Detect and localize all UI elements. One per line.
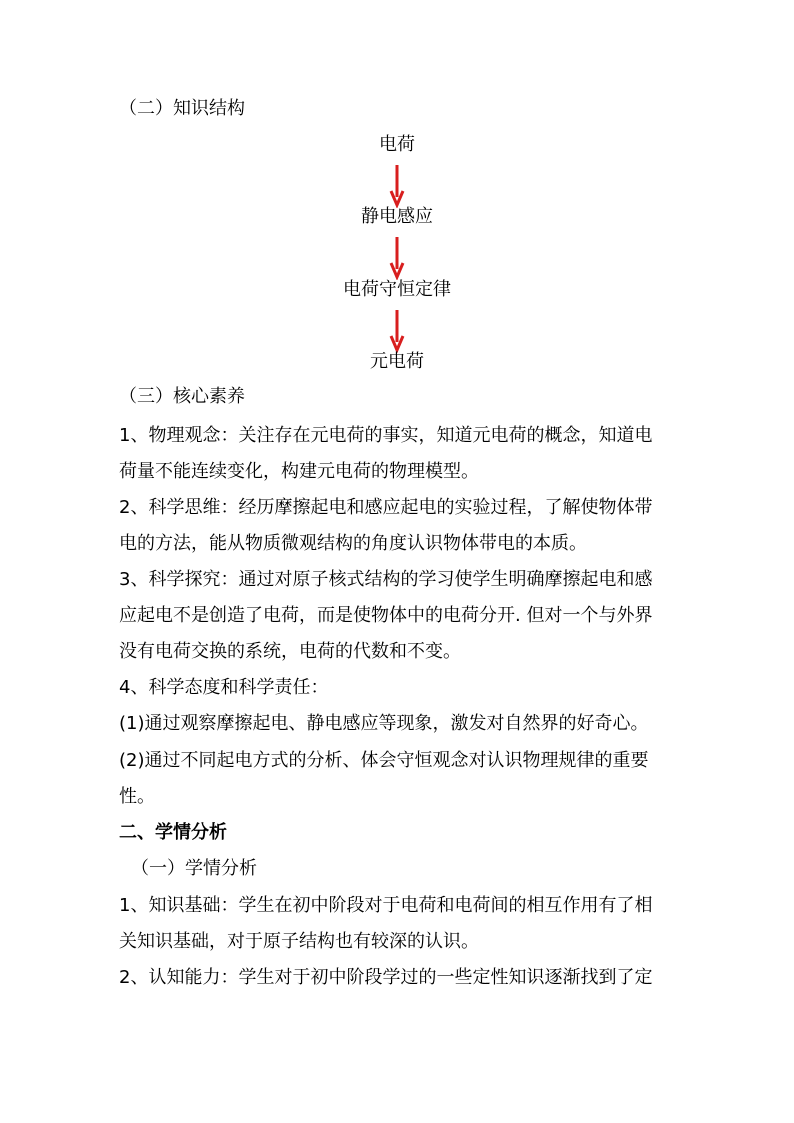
learning-analysis-line: 2、认知能力：学生对于初中阶段学过的一些定性知识逐渐找到了定 bbox=[119, 967, 653, 988]
core-literacy-line: 电的方法，能从物质微观结构的角度认识物体带电的本质。 bbox=[119, 533, 587, 554]
core-literacy-line: 1、物理观念：关注存在元电荷的事实，知道元电荷的概念，知道电 bbox=[119, 425, 653, 446]
core-literacy-line: (2)通过不同起电方式的分析、体会守恒观念对认识物理规律的重要 bbox=[119, 750, 649, 771]
core-literacy-line: 应起电不是创造了电荷，而是使物体中的电荷分开. 但对一个与外界 bbox=[119, 605, 653, 626]
core-literacy-line: 4、科学态度和科学责任： bbox=[119, 677, 329, 698]
flow-node-elementary-charge: 元电荷 bbox=[370, 351, 424, 372]
flow-node-charge-conservation: 电荷守恒定律 bbox=[343, 279, 451, 300]
flow-node-charge: 电荷 bbox=[379, 134, 415, 155]
down-arrow-icon bbox=[387, 309, 407, 353]
down-arrow-icon bbox=[387, 236, 407, 280]
core-literacy-line: 荷量不能连续变化，构建元电荷的物理模型。 bbox=[119, 461, 479, 482]
down-arrow-icon bbox=[387, 164, 407, 208]
core-literacy-line: 2、科学思维：经历摩擦起电和感应起电的实验过程，了解使物体带 bbox=[119, 497, 653, 518]
core-literacy-heading: （三）核心素养 bbox=[119, 386, 245, 407]
learning-analysis-line: 关知识基础，对于原子结构也有较深的认识。 bbox=[119, 931, 479, 952]
flow-node-electrostatic-induction: 静电感应 bbox=[361, 206, 433, 227]
core-literacy-line: (1)通过观察摩擦起电、静电感应等现象，激发对自然界的好奇心。 bbox=[119, 713, 649, 734]
learning-analysis-heading: 二、学情分析 bbox=[119, 822, 227, 843]
core-literacy-line: 性。 bbox=[119, 786, 155, 807]
core-literacy-line: 没有电荷交换的系统，电荷的代数和不变。 bbox=[119, 641, 461, 662]
knowledge-structure-heading: （二）知识结构 bbox=[119, 98, 245, 119]
learning-analysis-line: 1、知识基础：学生在初中阶段对于电荷和电荷间的相互作用有了相 bbox=[119, 895, 653, 916]
core-literacy-line: 3、科学探究：通过对原子核式结构的学习使学生明确摩擦起电和感 bbox=[119, 569, 653, 590]
learning-analysis-subheading: （一）学情分析 bbox=[131, 858, 257, 879]
